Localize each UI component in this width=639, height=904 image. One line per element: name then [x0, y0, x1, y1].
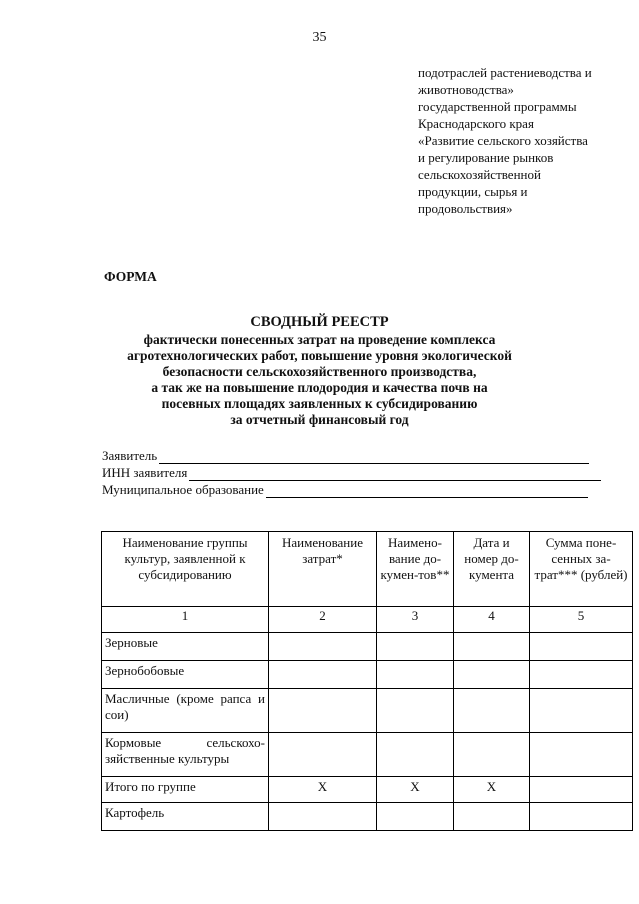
municipality-label: Муниципальное образование [102, 482, 264, 497]
table-cell[interactable] [530, 661, 633, 689]
header-document-date: Дата и номер до-кумента [454, 532, 530, 607]
table-cell[interactable] [530, 733, 633, 777]
table-cell[interactable] [454, 661, 530, 689]
table-cell[interactable] [530, 689, 633, 733]
title-line: за отчетный финансовый год [230, 412, 409, 427]
title-line: а так же на повышение плодородия и качества почв на [151, 380, 488, 395]
column-number: 4 [454, 607, 530, 633]
table-cell[interactable] [269, 733, 377, 777]
appendix-line: подотраслей растениеводства и [418, 65, 592, 80]
appendix-line: продукции, сырья и [418, 184, 528, 199]
row-label: Кормовые сельскохо-зяйственные культуры [102, 733, 269, 777]
row-label: Картофель [102, 803, 269, 831]
appendix-line: и регулирование рынков [418, 150, 554, 165]
table-cell[interactable] [530, 633, 633, 661]
table-cell[interactable] [377, 733, 454, 777]
applicant-line[interactable] [159, 451, 589, 464]
registry-table [101, 531, 633, 831]
table-cell[interactable] [454, 803, 530, 831]
title-line: безопасности сельскохозяйственного производства, [162, 364, 477, 379]
appendix-line: животноводства» [418, 82, 514, 97]
form-label: ФОРМА [104, 269, 157, 284]
title-main: СВОДНЫЙ РЕЕСТР [250, 314, 389, 330]
appendix-line: государственной программы [418, 99, 577, 114]
inn-line[interactable] [189, 468, 601, 481]
municipality-field [102, 482, 588, 498]
table-cell: Х [377, 777, 454, 803]
appendix-line: Краснодарского края [418, 116, 534, 131]
table-cell[interactable] [454, 633, 530, 661]
table-cell[interactable] [377, 633, 454, 661]
table-row [102, 733, 633, 777]
table-cell[interactable] [454, 733, 530, 777]
appendix-line: сельскохозяйственной [418, 167, 541, 182]
column-number: 3 [377, 607, 454, 633]
table-row [102, 661, 633, 689]
title-line: фактически понесенных затрат на проведение комплекса [143, 332, 496, 347]
inn-label: ИНН заявителя [102, 465, 188, 480]
table-cell[interactable] [377, 803, 454, 831]
row-label: Зернобобовые [102, 661, 269, 689]
table-cell[interactable] [377, 689, 454, 733]
column-number: 2 [269, 607, 377, 633]
table-cell: Х [269, 777, 377, 803]
municipality-line[interactable] [266, 485, 588, 498]
title-line: посевных площадях заявленных к субсидированию [161, 396, 478, 411]
title-line: агротехнологических работ, повышение уровня экологической [127, 348, 512, 363]
table-row-total [102, 777, 633, 803]
table-cell[interactable] [454, 689, 530, 733]
row-label: Итого по группе [102, 777, 269, 803]
applicant-field [102, 448, 589, 464]
table-cell[interactable] [269, 689, 377, 733]
appendix-line: «Развитие сельского хозяйства [418, 133, 588, 148]
header-cost-name: Наименование затрат* [269, 532, 377, 607]
table-header-row [102, 532, 633, 607]
table-row [102, 803, 633, 831]
header-crop-group: Наименование группы культур, заявленной к субсидированию [102, 532, 269, 607]
table-cell[interactable] [377, 661, 454, 689]
column-number-row [102, 607, 633, 633]
table-cell[interactable] [269, 661, 377, 689]
table-cell[interactable] [269, 633, 377, 661]
appendix-reference [418, 64, 633, 217]
header-document-name: Наимено-вание до-кумен-тов** [377, 532, 454, 607]
table-row [102, 633, 633, 661]
table-cell[interactable] [269, 803, 377, 831]
header-cost-sum: Сумма поне-сенных за-трат*** (рублей) [530, 532, 633, 607]
inn-field [102, 465, 601, 481]
row-label: Зерновые [102, 633, 269, 661]
table-cell[interactable] [530, 803, 633, 831]
appendix-line: продовольствия» [418, 201, 513, 216]
table-cell: Х [454, 777, 530, 803]
page-number: 35 [312, 30, 327, 45]
row-label: Масличные (кроме рапса и сои) [102, 689, 269, 733]
table-cell[interactable] [530, 777, 633, 803]
column-number: 1 [102, 607, 269, 633]
applicant-label: Заявитель [102, 448, 158, 463]
column-number: 5 [530, 607, 633, 633]
table-row [102, 689, 633, 733]
document-title [0, 313, 639, 428]
